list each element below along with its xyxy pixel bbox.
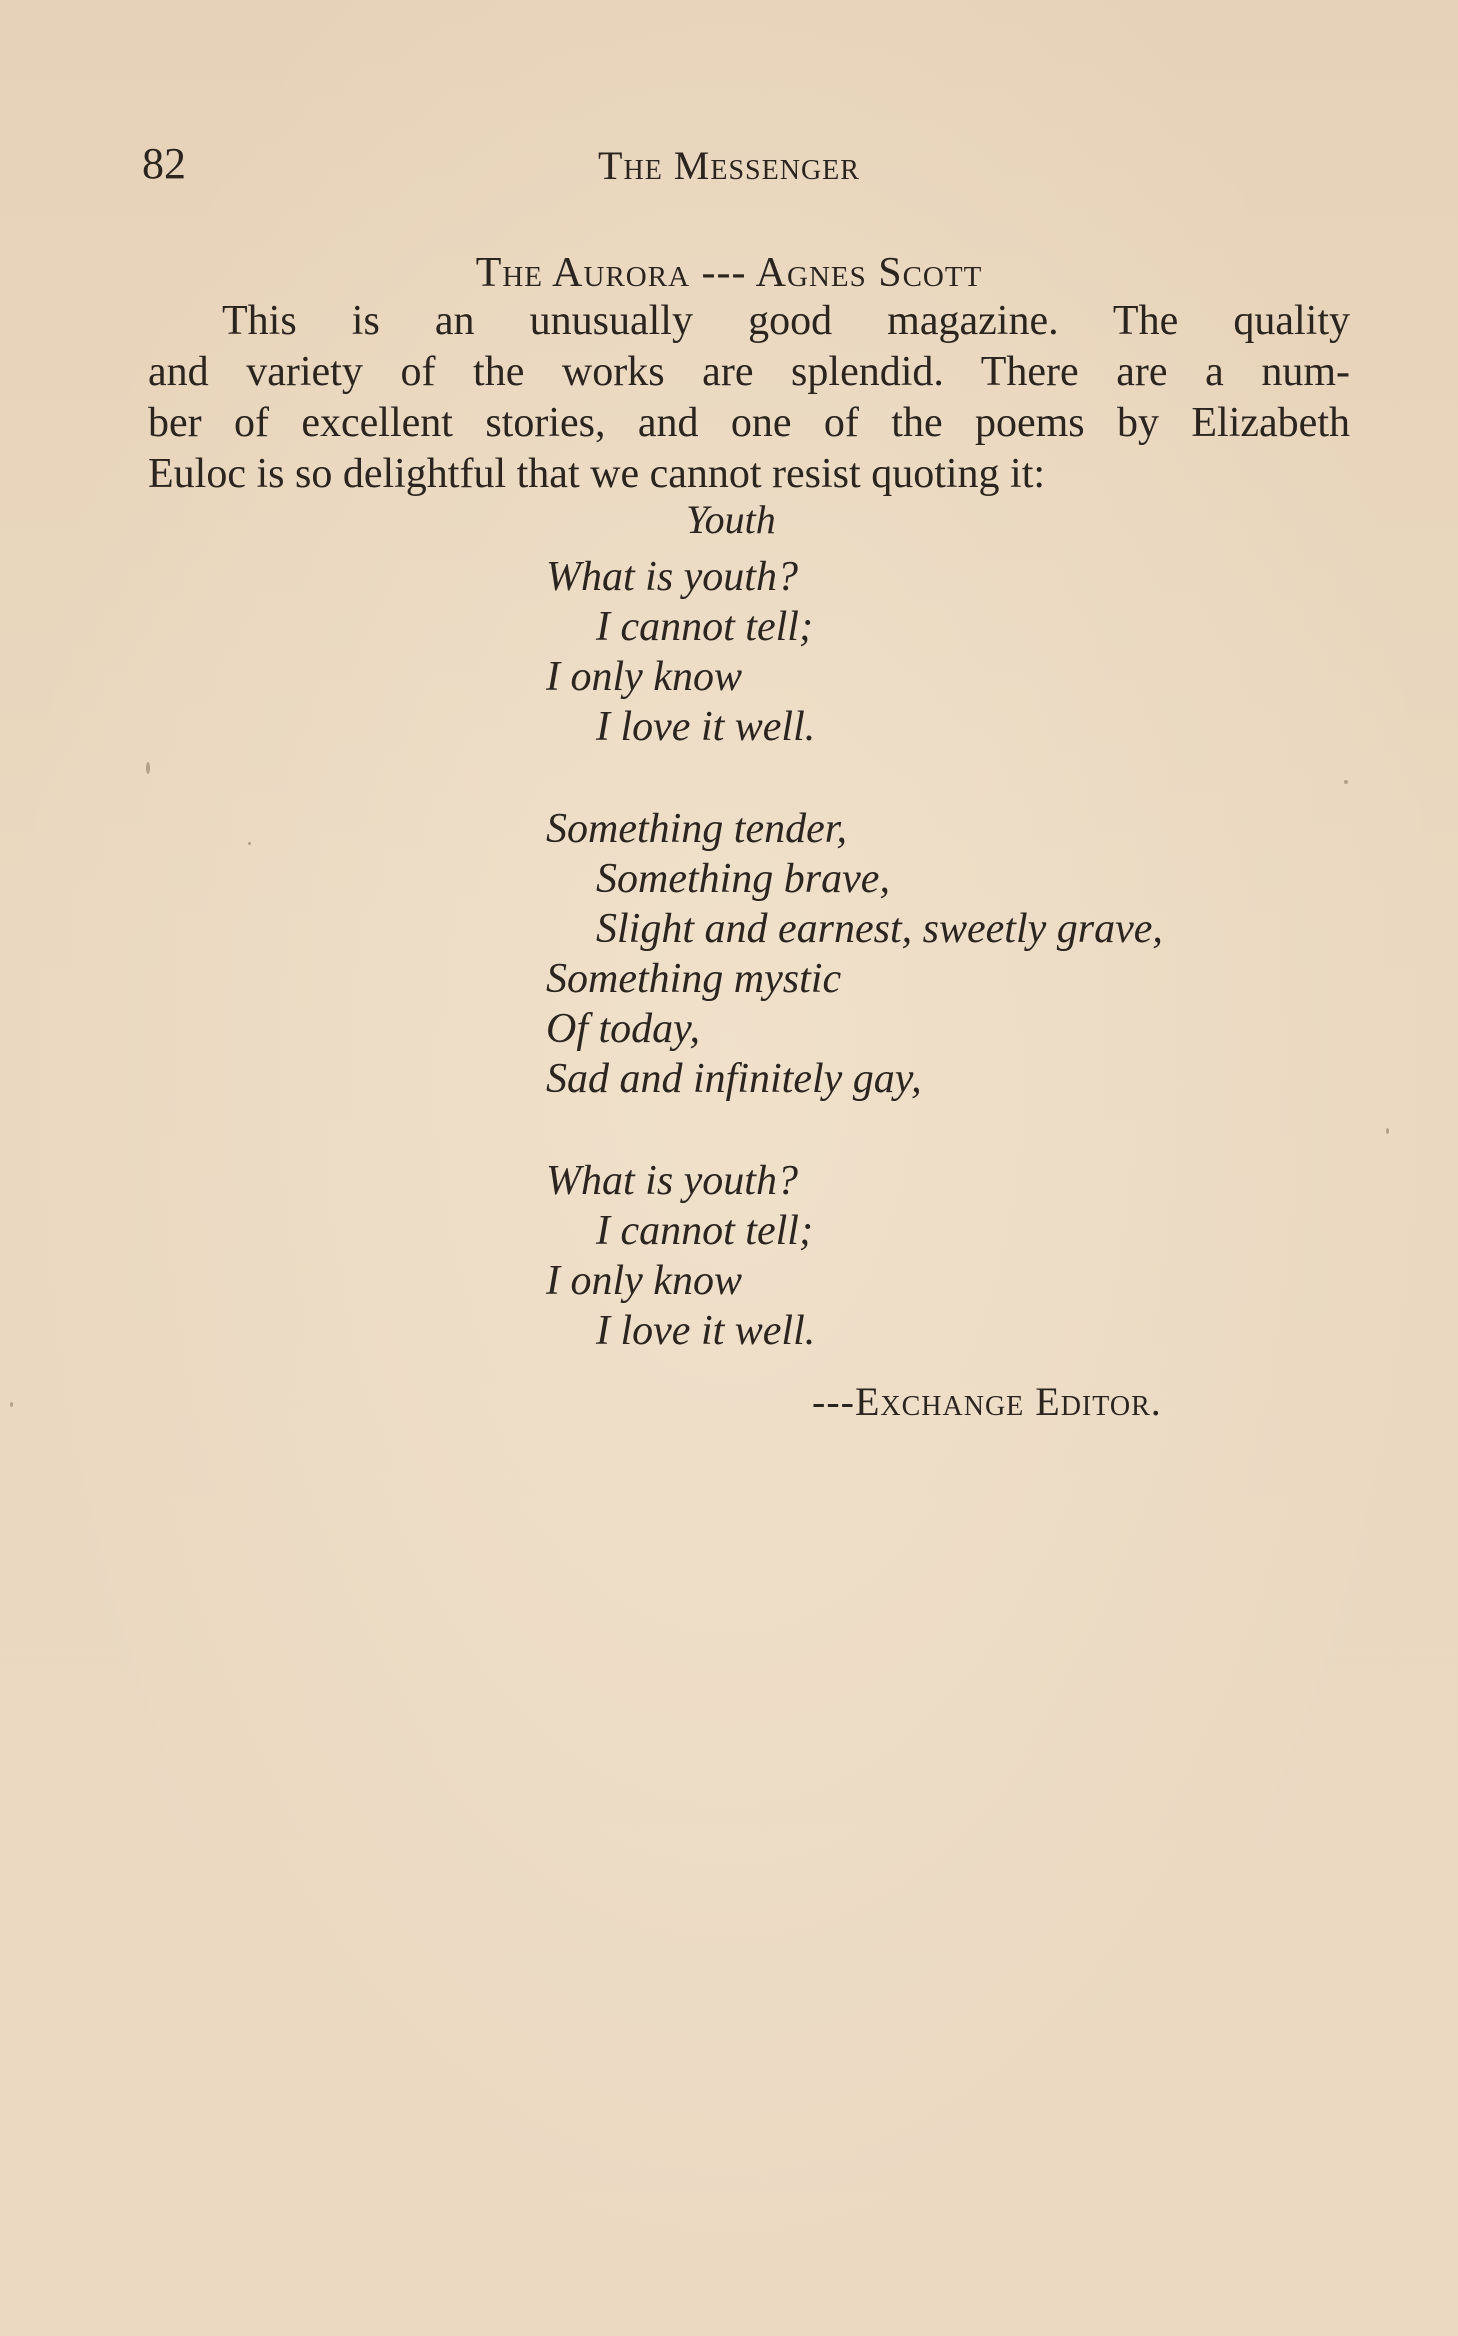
poem-verse: Of today, xyxy=(546,1006,700,1052)
poem-verse: Something mystic xyxy=(546,956,842,1002)
paper-speck xyxy=(146,762,150,774)
poem-verse: I cannot tell; xyxy=(596,604,813,650)
poem-verse: I only know xyxy=(546,654,742,700)
paper-speck xyxy=(10,1402,13,1407)
poem-verse: I love it well. xyxy=(596,704,816,750)
review-line: ber of excellent stories, and one of the poems by Elizabeth xyxy=(148,400,1350,446)
poem-verse: Something brave, xyxy=(596,856,890,902)
poem-verse: What is youth? xyxy=(546,1158,798,1204)
poem-title: Youth xyxy=(686,497,776,542)
poem-verse: Slight and earnest, sweetly grave, xyxy=(596,906,1163,952)
review-line: and variety of the works are splendid. There are a num- xyxy=(148,349,1350,395)
paper-speck xyxy=(1344,780,1348,784)
review-paragraph xyxy=(148,296,1350,500)
poem-verse: I love it well. xyxy=(596,1308,816,1354)
running-head: The Messenger xyxy=(598,143,860,188)
review-line: Euloc is so delightful that we cannot resist quoting it: xyxy=(148,451,1046,497)
signature: ---Exchange Editor. xyxy=(812,1379,1162,1424)
review-title: The Aurora --- Agnes Scott xyxy=(475,250,983,296)
poem-verse: I only know xyxy=(546,1258,742,1304)
poem-verse: Something tender, xyxy=(546,806,847,852)
poem-verse: Sad and infinitely gay, xyxy=(546,1056,922,1102)
paper-speck xyxy=(1386,1128,1389,1134)
paper-speck xyxy=(248,842,251,845)
poem-verse: I cannot tell; xyxy=(596,1208,813,1254)
review-line: This is an unusually good magazine. The quality xyxy=(222,298,1350,344)
page-number: 82 xyxy=(142,139,186,188)
poem-verse: What is youth? xyxy=(546,554,798,600)
